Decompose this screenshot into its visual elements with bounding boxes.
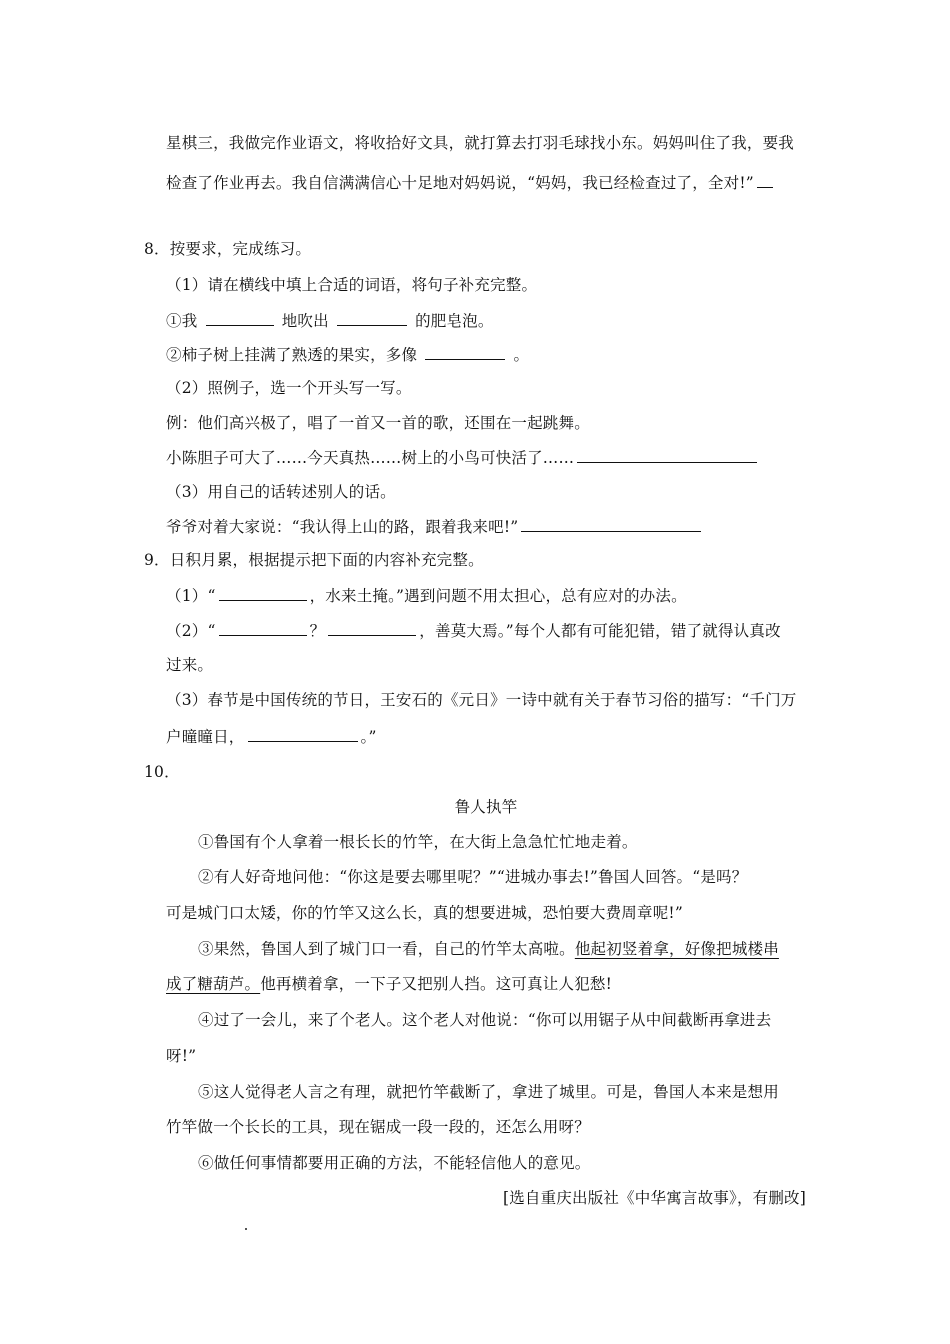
intro-line-2-text: 检查了作业再去。我自信满满信心十足地对妈妈说，“妈妈，我已经检查过了，全对!” [166,174,754,192]
q9-title: 9．日积月累，根据提示把下面的内容补充完整。 [144,551,484,569]
q9-p3-c: 。” [360,728,377,746]
passage-para-2-cont: 可是城门口太矮，你的竹竿又这么长，真的想要进城，恐怕要大费周章呢!” [166,904,683,922]
para-3-text: ③果然，鲁国人到了城门口一看，自己的竹竿太高啦。 [198,940,575,958]
q9-p2-a: （2）“ [166,622,216,640]
para-3-text-b: 他再横着拿，一下子又把别人挡。这可真让人犯愁! [260,975,613,993]
q8-quote-text: 爷爷对着大家说：“我认得上山的路，跟着我来吧!” [166,518,519,536]
q8-part3: （3）用自己的话转述别人的话。 [166,483,396,501]
q8-s1-a: ①我 [166,312,198,330]
passage-para-1: ①鲁国有个人拿着一根长长的竹竿，在大街上急急忙忙地走着。 [198,833,638,851]
passage-para-5: ⑤这人觉得老人言之有理，就把竹竿截断了，拿进了城里。可是，鲁国人本来是想用 [198,1083,779,1101]
q9-p3-b: 户曈曈日， [166,728,245,746]
passage-para-5-cont: 竹竿做一个长长的工具，现在锯成一段一段的，还怎么用呀？ [166,1118,590,1136]
answer-blank[interactable] [328,620,416,636]
underlined-sentence: 他起初竖着拿，好像把城楼串 [574,940,779,958]
q8-example: 例：他们高兴极了，唱了一首又一首的歌，还围在一起跳舞。 [166,414,590,432]
passage-para-6: ⑥做任何事情都要用正确的方法，不能轻信他人的意见。 [198,1154,591,1172]
passage-para-4-cont: 呀!” [166,1047,197,1065]
answer-blank[interactable] [219,585,307,601]
q10-number: 10． [144,763,180,781]
q8-s2-a: ②柿子树上挂满了熟透的果实，多像 [166,346,418,364]
answer-blank[interactable] [577,447,757,463]
q8-sentence-2 [166,344,529,365]
answer-blank[interactable] [757,172,773,188]
q8-s1-c: 的肥皂泡。 [415,312,494,330]
intro-line-2 [166,172,776,193]
answer-blank[interactable] [521,516,701,532]
q8-s2-b: 。 [513,346,530,364]
q8-part2: （2）照例子，选一个开头写一写。 [166,379,412,397]
q9-part1 [166,585,687,606]
q9-p1-b: ，水来土掩。”遇到问题不用太担心，总有应对的办法。 [309,587,687,605]
q9-p3-cont [166,726,377,747]
answer-blank[interactable] [206,310,274,326]
underlined-sentence-cont: 成了糖葫芦。 [166,975,261,993]
q8-sentence-1 [166,310,494,331]
q8-starts [166,447,760,468]
answer-blank[interactable] [248,726,358,742]
answer-blank[interactable] [425,344,505,360]
q8-title: 8．按要求，完成练习。 [144,240,312,258]
stray-mark [245,1228,247,1230]
q9-part2 [166,620,781,641]
answer-blank[interactable] [337,310,407,326]
passage-para-3 [198,939,779,959]
passage-title: 鲁人执竿 [454,798,518,816]
passage-para-4: ④过了一会儿，来了个老人。这个老人对他说：“你可以用锯子从中间截断再拿进去 [198,1011,772,1029]
q8-s1-b: 地吹出 [281,312,329,330]
q8-part1: （1）请在横线中填上合适的词语，将句子补充完整。 [166,276,538,294]
q8-quote [166,516,704,537]
q9-p2-b: ？ [309,622,326,640]
q9-p2-cont: 过来。 [166,656,214,674]
intro-line-1: 星棋三，我做完作业语文，将收拾好文具，就打算去打羽毛球找小东。妈妈叫住了我，要我 [166,134,795,152]
passage-para-3-cont [166,974,612,994]
passage-source: [选自重庆出版社《中华寓言故事》，有删改] [502,1189,806,1207]
q8-starts-text: 小陈胆子可大了……今天真热……树上的小鸟可快活了…… [166,449,575,467]
q9-p2-c: ，善莫大焉。”每个人都有可能犯错，错了就得认真改 [419,622,781,640]
q9-part3: （3）春节是中国传统的节日，王安石的《元日》一诗中就有关于春节习俗的描写：“千门万 [166,691,797,709]
passage-para-2: ②有人好奇地问他：“你这是要去哪里呢？”“进城办事去!”鲁国人回答。“是吗？ [198,868,748,886]
q9-p1-a: （1）“ [166,587,216,605]
answer-blank[interactable] [219,620,307,636]
